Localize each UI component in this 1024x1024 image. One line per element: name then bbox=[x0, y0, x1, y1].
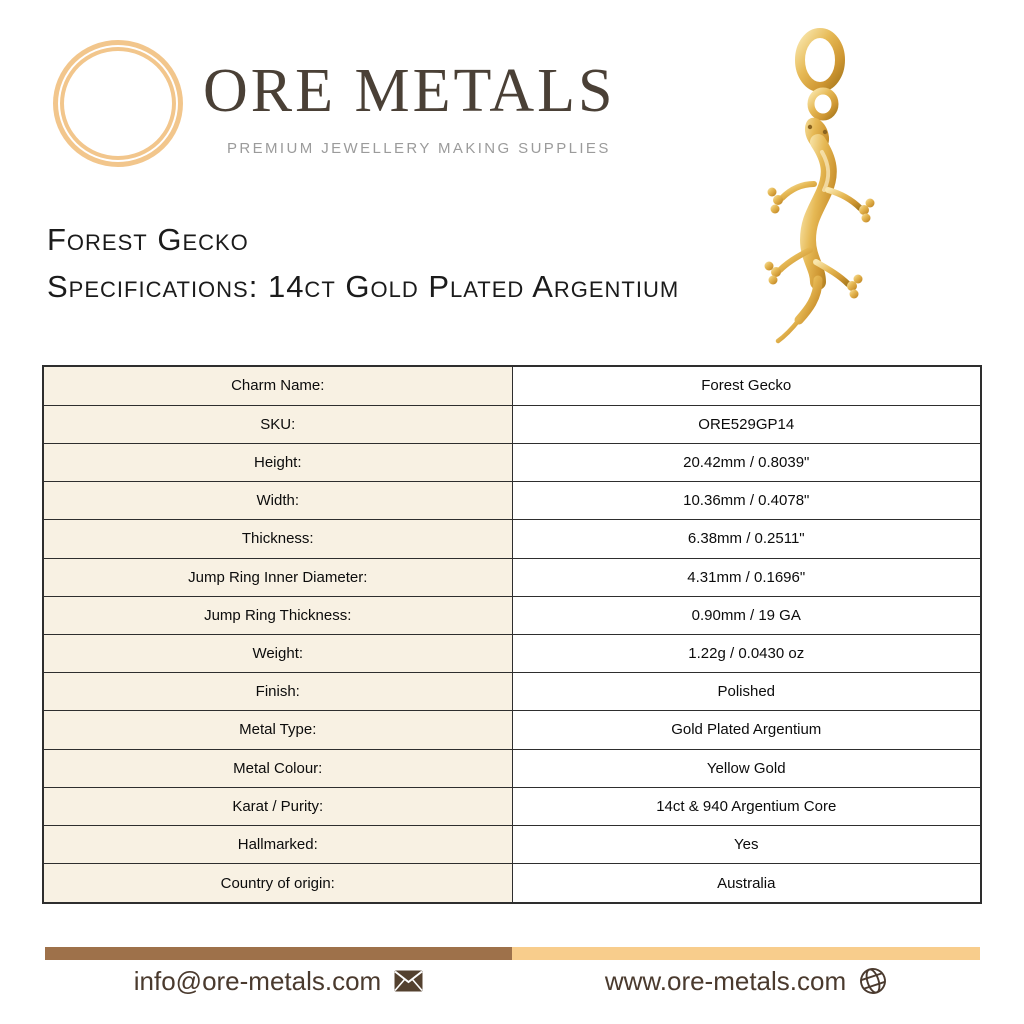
spec-value-cell: Gold Plated Argentium bbox=[512, 711, 981, 749]
spec-value-cell: 0.90mm / 19 GA bbox=[512, 596, 981, 634]
table-row bbox=[43, 596, 981, 634]
footer-divider bbox=[45, 947, 980, 960]
table-row bbox=[43, 634, 981, 672]
website-link[interactable]: www.ore-metals.com bbox=[604, 965, 847, 996]
email-link[interactable]: info@ore-metals.com bbox=[133, 965, 382, 996]
spec-value-cell: 4.31mm / 0.1696" bbox=[512, 558, 981, 596]
jump-ring bbox=[800, 33, 840, 87]
logo-rings-inner-icon bbox=[60, 47, 176, 160]
envelope-icon bbox=[394, 970, 423, 992]
spec-value-cell: 6.38mm / 0.2511" bbox=[512, 520, 981, 558]
spec-label-cell: Karat / Purity: bbox=[43, 787, 512, 825]
product-subtitle: Specifications: 14ct Gold Plated Argentium bbox=[47, 269, 680, 304]
spec-label-cell: Metal Colour: bbox=[43, 749, 512, 787]
brand-logo bbox=[53, 40, 183, 167]
table-row bbox=[43, 405, 981, 443]
table-row bbox=[43, 826, 981, 864]
table-row bbox=[43, 520, 981, 558]
spec-value-cell: Polished bbox=[512, 673, 981, 711]
table-row bbox=[43, 366, 981, 405]
spec-value-cell: 1.22g / 0.0430 oz bbox=[512, 634, 981, 672]
table-row bbox=[43, 711, 981, 749]
footer-email-group bbox=[45, 962, 512, 1000]
spec-label-cell: Weight: bbox=[43, 634, 512, 672]
spec-value-cell: ORE529GP14 bbox=[512, 405, 981, 443]
spec-label-cell: Width: bbox=[43, 482, 512, 520]
spec-label-cell: Country of origin: bbox=[43, 864, 512, 903]
spec-label-cell: SKU: bbox=[43, 405, 512, 443]
spec-value-cell: Australia bbox=[512, 864, 981, 903]
gecko-charm-image bbox=[742, 22, 902, 352]
table-row bbox=[43, 749, 981, 787]
spec-label-cell: Finish: bbox=[43, 673, 512, 711]
globe-icon bbox=[859, 967, 887, 995]
table-row bbox=[43, 443, 981, 481]
spec-value-cell: Yellow Gold bbox=[512, 749, 981, 787]
spec-label-cell: Height: bbox=[43, 443, 512, 481]
brand-tagline: PREMIUM JEWELLERY MAKING SUPPLIES bbox=[227, 140, 611, 157]
table-row bbox=[43, 673, 981, 711]
brand-name: ORE METALS bbox=[203, 57, 616, 125]
product-title: Forest Gecko bbox=[47, 222, 249, 257]
footer-website-group bbox=[512, 962, 980, 1000]
table-row bbox=[43, 482, 981, 520]
spec-table bbox=[42, 365, 982, 904]
spec-label-cell: Metal Type: bbox=[43, 711, 512, 749]
divider-left bbox=[45, 947, 512, 960]
spec-value-cell: Forest Gecko bbox=[512, 366, 981, 405]
table-row bbox=[43, 864, 981, 903]
spec-value-cell: 10.36mm / 0.4078" bbox=[512, 482, 981, 520]
spec-value-cell: Yes bbox=[512, 826, 981, 864]
spec-value-cell: 20.42mm / 0.8039" bbox=[512, 443, 981, 481]
spec-value-cell: 14ct & 940 Argentium Core bbox=[512, 787, 981, 825]
spec-label-cell: Thickness: bbox=[43, 520, 512, 558]
table-row bbox=[43, 558, 981, 596]
divider-right bbox=[512, 947, 980, 960]
spec-label-cell: Jump Ring Inner Diameter: bbox=[43, 558, 512, 596]
spec-label-cell: Jump Ring Thickness: bbox=[43, 596, 512, 634]
spec-label-cell: Charm Name: bbox=[43, 366, 512, 405]
spec-label-cell: Hallmarked: bbox=[43, 826, 512, 864]
table-row bbox=[43, 787, 981, 825]
